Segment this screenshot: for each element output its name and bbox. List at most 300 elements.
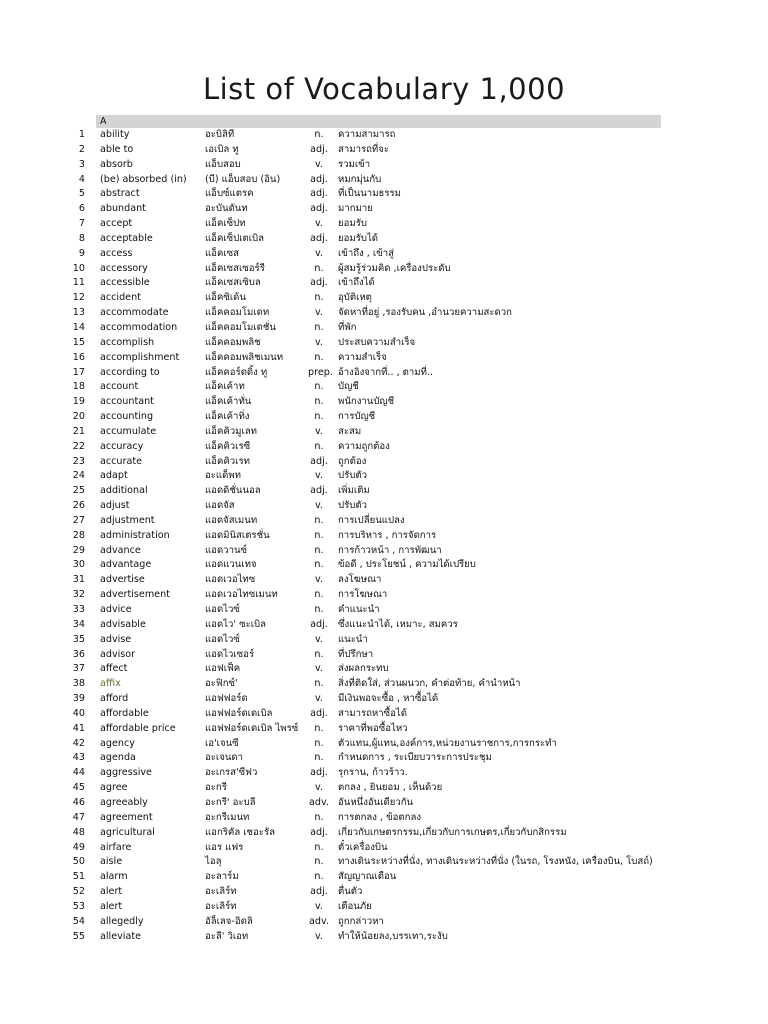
- row-number: 6: [78, 203, 85, 215]
- row-number: 29: [72, 544, 85, 556]
- table-row: [0, 588, 768, 603]
- vocab-word: able to: [100, 143, 134, 155]
- part-of-speech: v.: [315, 500, 323, 512]
- pronunciation: แอดจัสเมนท: [205, 514, 258, 526]
- vocab-word: accountant: [100, 396, 154, 408]
- meaning: ความสำเร็จ: [338, 351, 387, 363]
- meaning: การตกลง , ข้อตกลง: [338, 811, 422, 823]
- pronunciation: แอดเวอไทซเมนท: [205, 589, 278, 601]
- vocab-word: affordable price: [100, 722, 176, 734]
- meaning: เข้าถึงได้: [338, 277, 375, 289]
- part-of-speech: n.: [314, 129, 324, 140]
- part-of-speech: adj.: [310, 232, 328, 244]
- table-row: [0, 484, 768, 499]
- meaning: ตั๋วเครื่องบิน: [338, 841, 388, 853]
- pronunciation: (บี) แอ็บสอบ (อิน): [205, 173, 281, 185]
- pronunciation: แอ็คซิเด้น: [205, 292, 246, 304]
- vocab-word: (be) absorbed (in): [100, 173, 187, 185]
- part-of-speech: v.: [315, 425, 323, 437]
- vocab-word: administration: [100, 529, 170, 541]
- part-of-speech: adj.: [310, 826, 328, 838]
- part-of-speech: adj.: [310, 485, 328, 497]
- table-row: [0, 336, 768, 351]
- meaning: ถูกกล่าวหา: [338, 915, 384, 927]
- row-number: 3: [78, 158, 85, 170]
- row-number: 17: [72, 366, 85, 378]
- part-of-speech: n.: [314, 604, 324, 615]
- part-of-speech: n.: [314, 544, 324, 556]
- vocab-word: accomplish: [100, 336, 155, 348]
- meaning: ที่พัก: [338, 321, 357, 333]
- vocab-word: adjust: [100, 500, 130, 512]
- pronunciation: แอดไวเซอร์: [205, 648, 255, 660]
- row-number: 30: [72, 559, 85, 571]
- vocab-word: advertisement: [100, 589, 170, 601]
- meaning: ข้อดี , ประโยชน์ , ความได้เปรียบ: [338, 559, 476, 571]
- vocab-word: advantage: [100, 559, 152, 571]
- vocab-word: agreeably: [100, 796, 148, 808]
- pronunciation: แอกริคัล เชอะรัล: [205, 826, 275, 838]
- pronunciation: แอ็คคอมโมเดท: [205, 307, 270, 319]
- meaning: อุบัติเหตุ: [338, 292, 372, 304]
- section-letter: A: [100, 116, 107, 127]
- vocab-word: agreement: [100, 811, 153, 823]
- vocab-word: agricultural: [100, 826, 155, 838]
- meaning: สิ่งที่ติดใส่, ส่วนผนวก, คำต่อท้าย, คำนำหน้า: [338, 678, 521, 690]
- meaning: เตือนภัย: [338, 900, 372, 912]
- part-of-speech: v.: [315, 247, 323, 259]
- part-of-speech: n.: [314, 351, 324, 363]
- part-of-speech: n.: [314, 737, 324, 749]
- table-row: [0, 870, 768, 885]
- pronunciation: แอ็คเซสเซอร์รี: [205, 262, 265, 274]
- vocab-word: accurate: [100, 455, 142, 467]
- table-row: [0, 841, 768, 856]
- meaning: เพิ่มเติม: [338, 485, 370, 497]
- pronunciation: อะกรีเมนท: [205, 811, 250, 823]
- pronunciation: แอ็คเซสเซิบล: [205, 277, 261, 289]
- vocab-word: agree: [100, 782, 128, 794]
- meaning: การเปลี่ยนแปลง: [338, 514, 405, 526]
- pronunciation: แอดไวซ์: [205, 633, 240, 645]
- section-header: [96, 115, 661, 128]
- pronunciation: ไอลุ: [205, 856, 222, 868]
- row-number: 53: [72, 900, 85, 912]
- part-of-speech: adj.: [310, 455, 328, 467]
- part-of-speech: v.: [315, 930, 323, 942]
- row-number: 49: [72, 841, 85, 853]
- pronunciation: อะฟิกซ์': [205, 678, 238, 690]
- meaning: อ้างอิงจากที่.. , ตามที่..: [338, 366, 434, 378]
- meaning: ประสบความสำเร็จ: [338, 336, 416, 348]
- table-row: [0, 766, 768, 781]
- pronunciation: อะกรี: [205, 782, 227, 794]
- meaning: ทางเดินระหว่างที่นั่ง, ทางเดินระหว่างที่นั่ง (ในรถ, โรงหนัง, เครื่องบิน, โบสถ์): [338, 856, 653, 868]
- row-number: 52: [72, 886, 85, 898]
- vocab-word: aisle: [100, 856, 123, 868]
- meaning: ที่เป็นนามธรรม: [338, 188, 402, 200]
- meaning: เข้าถึง , เข้าสู่: [338, 247, 394, 259]
- table-row: [0, 247, 768, 262]
- vocabulary-table: [0, 128, 768, 944]
- table-row: [0, 469, 768, 484]
- meaning: ลงโฆษณา: [338, 574, 382, 586]
- row-number: 16: [72, 351, 85, 363]
- pronunciation: แอ็คคิวเรซี: [205, 440, 251, 452]
- part-of-speech: n.: [314, 856, 324, 868]
- row-number: 47: [72, 811, 85, 823]
- pronunciation: แอดไวซ์: [205, 604, 240, 615]
- pronunciation: อะเลิร์ท: [205, 900, 237, 912]
- meaning: เกี่ยวกับเกษตรกรรม,เกี่ยวกับการเกษตร,เกี่ยวกับกสิกรรม: [338, 826, 567, 838]
- row-number: 50: [72, 856, 85, 868]
- meaning: ผู้สมรู้ร่วมคิด ,เครื่องประดับ: [338, 262, 451, 274]
- vocab-word: accuracy: [100, 440, 144, 452]
- meaning: ยอมรับ: [338, 218, 367, 230]
- meaning: การโฆษณา: [338, 589, 388, 601]
- part-of-speech: n.: [314, 648, 324, 660]
- vocab-word: alarm: [100, 871, 128, 883]
- vocab-word: afford: [100, 693, 129, 705]
- meaning: ซึ่งแนะนำได้, เหมาะ, สมควร: [338, 618, 458, 630]
- page-title: List of Vocabulary 1,000: [202, 72, 566, 106]
- pronunciation: แอ็คคอมโมเดชั่น: [205, 321, 276, 333]
- part-of-speech: adj.: [310, 707, 328, 719]
- vocab-word: allegedly: [100, 915, 144, 927]
- vocab-word: accept: [100, 218, 133, 230]
- vocab-word: adapt: [100, 470, 128, 482]
- table-row: [0, 128, 768, 143]
- table-row: [0, 514, 768, 529]
- vocab-word: advisable: [100, 618, 146, 630]
- vocab-word: affect: [100, 663, 128, 675]
- pronunciation: อะลาร์ม: [205, 871, 239, 883]
- vocab-word: accident: [100, 292, 141, 304]
- meaning: พนักงานบัญชี: [338, 396, 395, 408]
- row-number: 26: [72, 500, 85, 512]
- part-of-speech: n.: [314, 841, 324, 853]
- meaning: กำหนดการ , ระเบียบวาระการประชุม: [338, 752, 492, 764]
- pronunciation: แอฟฟอร์ดเดเบิล ไพรซ์: [205, 722, 299, 734]
- table-row: [0, 232, 768, 247]
- pronunciation: แอ็คคอร์ดดิ้ง ทู: [205, 366, 268, 378]
- part-of-speech: n.: [314, 589, 324, 601]
- vocab-word: agency: [100, 737, 135, 749]
- row-number: 45: [72, 782, 85, 794]
- part-of-speech: n.: [314, 811, 324, 823]
- pronunciation: แอ็คคิวเรท: [205, 455, 250, 467]
- part-of-speech: n.: [314, 396, 324, 408]
- meaning: บัญชี: [338, 381, 359, 393]
- part-of-speech: n.: [314, 752, 324, 764]
- pronunciation: แอฟฟอร์ด: [205, 693, 248, 705]
- pronunciation: แอดมินิสเตรชั่น: [205, 529, 270, 541]
- row-number: 48: [72, 826, 85, 838]
- part-of-speech: v.: [315, 218, 323, 230]
- table-row: [0, 603, 768, 618]
- table-row: [0, 276, 768, 291]
- part-of-speech: v.: [315, 307, 323, 319]
- table-row: [0, 544, 768, 559]
- table-row: [0, 885, 768, 900]
- row-number: 41: [72, 722, 85, 734]
- row-number: 42: [72, 737, 85, 749]
- part-of-speech: adv.: [309, 796, 329, 808]
- pronunciation: แอ็คเซ็ปเตเบิล: [205, 232, 265, 244]
- meaning: ถูกต้อง: [338, 455, 367, 467]
- pronunciation: แอ็บสอบ: [205, 158, 241, 170]
- row-number: 55: [72, 930, 85, 942]
- vocab-word: account: [100, 381, 139, 393]
- part-of-speech: v.: [315, 633, 323, 645]
- table-row: [0, 855, 768, 870]
- table-row: [0, 173, 768, 188]
- part-of-speech: n.: [314, 678, 324, 690]
- part-of-speech: v.: [315, 663, 323, 675]
- pronunciation: อะลี' วิเอท: [205, 930, 249, 942]
- row-number: 44: [72, 767, 85, 779]
- meaning: สะสม: [338, 425, 362, 437]
- row-number: 46: [72, 796, 85, 808]
- table-row: [0, 633, 768, 648]
- vocab-word: accomplishment: [100, 351, 180, 363]
- vocab-word: acceptable: [100, 232, 153, 244]
- pronunciation: อะกรี' อะบลี: [205, 796, 256, 808]
- vocab-word: accessory: [100, 262, 148, 274]
- row-number: 33: [72, 604, 85, 615]
- pronunciation: แอ็คเซ็ปท: [205, 218, 246, 230]
- row-number: 1: [78, 129, 85, 140]
- row-number: 32: [72, 589, 85, 601]
- pronunciation: เอเบิล ทู: [205, 143, 239, 155]
- row-number: 5: [78, 188, 85, 200]
- meaning: มีเงินพอจะซื้อ , หาซื้อได้: [338, 693, 439, 705]
- row-number: 11: [72, 277, 85, 289]
- part-of-speech: n.: [314, 871, 324, 883]
- meaning: ปรับตัว: [338, 500, 367, 512]
- pronunciation: แอ็บซ์แตรค: [205, 188, 254, 200]
- table-row: [0, 262, 768, 277]
- part-of-speech: n.: [314, 440, 324, 452]
- part-of-speech: adj.: [310, 188, 328, 200]
- vocab-word: additional: [100, 485, 148, 497]
- part-of-speech: n.: [314, 514, 324, 526]
- meaning: จัดหาที่อยู่ ,รองรับคน ,อำนวยความสะดวก: [338, 307, 512, 319]
- meaning: ส่งผลกระทบ: [338, 663, 389, 675]
- table-row: [0, 351, 768, 366]
- row-number: 38: [72, 678, 85, 690]
- meaning: หมกมุ่นกับ: [338, 173, 382, 185]
- table-row: [0, 217, 768, 232]
- part-of-speech: adj.: [310, 203, 328, 215]
- pronunciation: แอ็คคอมพลิช: [205, 336, 261, 348]
- table-row: [0, 366, 768, 381]
- pronunciation: เอ'เจนซี: [205, 737, 239, 749]
- table-row: [0, 558, 768, 573]
- vocab-word: ability: [100, 129, 130, 140]
- table-row: [0, 930, 768, 945]
- meaning: ปรับตัว: [338, 470, 367, 482]
- meaning: ทำให้น้อยลง,บรรเทา,ระงับ: [338, 930, 448, 942]
- vocab-word: agenda: [100, 752, 136, 764]
- meaning: ที่ปรึกษา: [338, 648, 374, 660]
- meaning: สัญญาณเตือน: [338, 871, 397, 883]
- row-number: 10: [72, 262, 85, 274]
- row-number: 24: [72, 470, 85, 482]
- meaning: ยอมรับได้: [338, 232, 379, 244]
- pronunciation: แอดแวนเทจ: [205, 559, 257, 571]
- pronunciation: แอดไว' ซะเบิล: [205, 618, 266, 630]
- part-of-speech: adv.: [309, 915, 329, 927]
- table-row: [0, 900, 768, 915]
- row-number: 23: [72, 455, 85, 467]
- meaning: การบริหาร , การจัดการ: [338, 529, 437, 541]
- vocab-word: affordable: [100, 707, 149, 719]
- row-number: 15: [72, 336, 85, 348]
- table-row: [0, 395, 768, 410]
- row-number: 25: [72, 485, 85, 497]
- vocab-word: alleviate: [100, 930, 141, 942]
- table-row: [0, 737, 768, 752]
- table-row: [0, 380, 768, 395]
- part-of-speech: n.: [314, 262, 324, 274]
- vocab-word: advertise: [100, 574, 145, 586]
- row-number: 8: [78, 232, 85, 244]
- part-of-speech: adj.: [310, 886, 328, 898]
- table-row: [0, 440, 768, 455]
- vocab-word: advise: [100, 633, 132, 645]
- pronunciation: แอดวานซ์: [205, 544, 248, 556]
- vocab-word: access: [100, 247, 133, 259]
- vocab-word: abundant: [100, 203, 146, 215]
- meaning: อันหนึ่งอันเดียวกัน: [338, 796, 414, 808]
- part-of-speech: n.: [314, 292, 324, 304]
- table-row: [0, 811, 768, 826]
- table-row: [0, 202, 768, 217]
- row-number: 21: [72, 425, 85, 437]
- table-row: [0, 455, 768, 470]
- vocab-word: accommodate: [100, 307, 169, 319]
- row-number: 14: [72, 321, 85, 333]
- pronunciation: แอ็คเค้าทิ่ง: [205, 411, 250, 423]
- meaning: ความสามารถ: [338, 129, 396, 140]
- part-of-speech: n.: [314, 321, 324, 333]
- meaning: รวมเข้า: [338, 158, 371, 170]
- pronunciation: แอ็คเค้าท: [205, 381, 245, 393]
- vocab-word: advisor: [100, 648, 136, 660]
- vocab-word: adjustment: [100, 514, 155, 526]
- pronunciation: แอ็คคอมพลิชเมนท: [205, 351, 284, 363]
- pronunciation: แอ็คเซส: [205, 247, 240, 259]
- meaning: มากมาย: [338, 203, 373, 215]
- row-number: 13: [72, 307, 85, 319]
- pronunciation: อะบิลิที: [205, 129, 235, 140]
- table-row: [0, 499, 768, 514]
- part-of-speech: n.: [314, 381, 324, 393]
- table-row: [0, 291, 768, 306]
- vocab-word: alert: [100, 900, 123, 912]
- vocab-word: accessible: [100, 277, 150, 289]
- vocab-word: absorb: [100, 158, 133, 170]
- table-row: [0, 677, 768, 692]
- row-number: 7: [78, 218, 85, 230]
- meaning: ราคาที่พอซื้อไหว: [338, 722, 408, 734]
- table-row: [0, 143, 768, 158]
- table-row: [0, 707, 768, 722]
- vocab-word: aggressive: [100, 767, 152, 779]
- part-of-speech: n.: [314, 411, 324, 423]
- part-of-speech: adj.: [310, 143, 328, 155]
- part-of-speech: v.: [315, 158, 323, 170]
- vocab-word: advice: [100, 604, 132, 615]
- vocab-word: accounting: [100, 411, 154, 423]
- row-number: 18: [72, 381, 85, 393]
- row-number: 39: [72, 693, 85, 705]
- part-of-speech: adj.: [310, 277, 328, 289]
- row-number: 28: [72, 529, 85, 541]
- row-number: 43: [72, 752, 85, 764]
- meaning: สามารถที่จะ: [338, 143, 390, 155]
- part-of-speech: v.: [315, 470, 323, 482]
- pronunciation: แอดจัส: [205, 500, 235, 512]
- meaning: ตื่นตัว: [338, 886, 363, 898]
- vocab-word: affix: [100, 678, 121, 690]
- pronunciation: แอฟเฟ็ค: [205, 663, 241, 675]
- row-number: 27: [72, 514, 85, 526]
- meaning: สามารถหาซื้อได้: [338, 707, 407, 719]
- vocab-word: airfare: [100, 841, 132, 853]
- meaning: ตัวแทน,ผู้แทน,องค์การ,หน่วยงานราชการ,การกระทำ: [338, 737, 557, 749]
- part-of-speech: adj.: [310, 173, 328, 185]
- table-row: [0, 410, 768, 425]
- part-of-speech: n.: [314, 529, 324, 541]
- pronunciation: แอ็คเค้าทั่น: [205, 396, 252, 408]
- vocab-word: abstract: [100, 188, 140, 200]
- table-row: [0, 781, 768, 796]
- row-number: 51: [72, 871, 85, 883]
- table-row: [0, 796, 768, 811]
- row-number: 2: [78, 143, 85, 155]
- table-row: [0, 425, 768, 440]
- table-row: [0, 573, 768, 588]
- pronunciation: แอดดิชั่นนอล: [205, 485, 261, 497]
- pronunciation: อะเกรส'ซีฟว: [205, 767, 258, 779]
- row-number: 4: [78, 173, 85, 185]
- row-number: 19: [72, 396, 85, 408]
- pronunciation: อะเลิร์ท: [205, 886, 237, 898]
- table-row: [0, 158, 768, 173]
- part-of-speech: adj.: [310, 618, 328, 630]
- vocab-word: alert: [100, 886, 123, 898]
- part-of-speech: v.: [315, 574, 323, 586]
- row-number: 31: [72, 574, 85, 586]
- part-of-speech: v.: [315, 900, 323, 912]
- table-row: [0, 751, 768, 766]
- meaning: แนะนำ: [338, 633, 368, 645]
- part-of-speech: v.: [315, 782, 323, 794]
- row-number: 22: [72, 440, 85, 452]
- table-row: [0, 618, 768, 633]
- table-row: [0, 529, 768, 544]
- part-of-speech: v.: [315, 693, 323, 705]
- row-number: 40: [72, 707, 85, 719]
- row-number: 36: [72, 648, 85, 660]
- table-row: [0, 826, 768, 841]
- row-number: 9: [78, 247, 85, 259]
- meaning: รุกราน, ก้าวร้าว.: [338, 767, 408, 779]
- pronunciation: แอร แฟร: [205, 841, 244, 853]
- vocab-word: accumulate: [100, 425, 157, 437]
